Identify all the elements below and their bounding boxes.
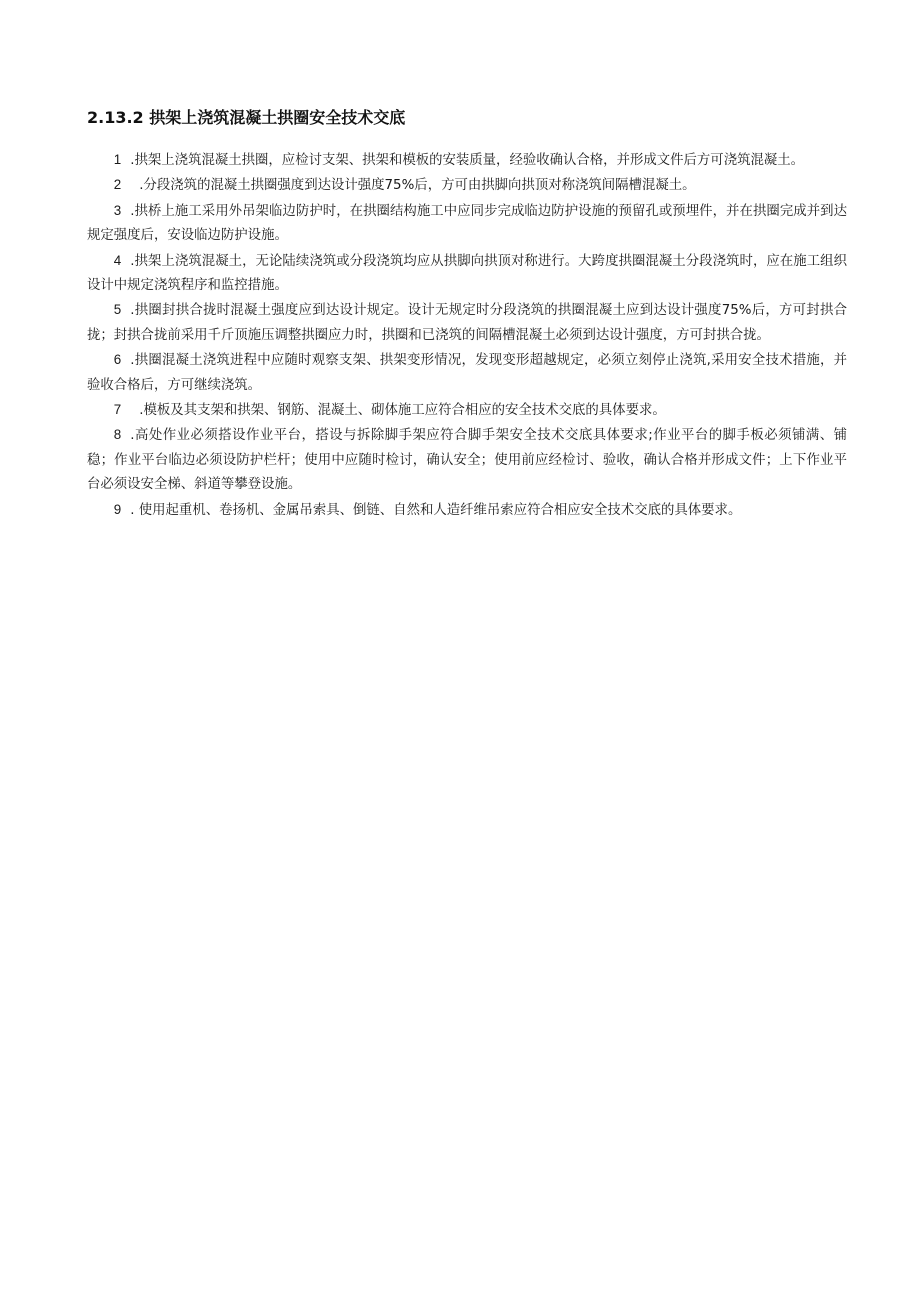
section-heading: 2.13.2 拱架上浇筑混凝土拱圈安全技术交底 xyxy=(87,108,406,127)
list-item-8 xyxy=(87,423,847,497)
item-number: 1 xyxy=(113,152,122,167)
list-item-9 xyxy=(87,498,847,523)
document-body xyxy=(87,148,847,523)
item-number: 7 xyxy=(113,402,122,418)
item-text: . 使用起重机、卷扬机、金属吊索具、倒链、自然和人造纤维吊索应符合相应安全技术交底的具体要求。 xyxy=(130,502,742,518)
item-number: 5 xyxy=(113,302,122,318)
item-number: 4 xyxy=(113,252,122,268)
item-number: 8 xyxy=(113,427,122,443)
list-item-4 xyxy=(87,249,847,299)
item-number: 6 xyxy=(113,352,122,368)
item-text: .拱架上浇筑混凝土，无论陆续浇筑或分段浇筑均应从拱脚向拱顶对称进行。大跨度拱圈混凝土分段浇筑时，应在施工组织设计中规定浇筑程序和监控措施。 xyxy=(87,253,847,294)
item-number: 3 xyxy=(113,202,122,218)
list-item-6 xyxy=(87,348,847,398)
item-number: 9 xyxy=(113,501,122,517)
item-number: 2 xyxy=(113,177,122,193)
list-item-2 xyxy=(87,173,847,198)
item-text: .模板及其支架和拱架、钢筋、混凝土、砌体施工应符合相应的安全技术交底的具体要求。 xyxy=(139,403,666,419)
list-item-5 xyxy=(87,298,847,348)
item-text: .拱圈混凝土浇筑进程中应随时观察支架、拱架变形情况，发现变形超越规定，必须立刻停止浇筑,采用安全技术措施，并验收合格后，方可继续浇筑。 xyxy=(87,353,847,393)
item-text: .拱圈封拱合拢时混凝土强度应到达设计规定。设计无规定时分段浇筑的拱圈混凝土应到达设计强度75%后，方可封拱合拢；封拱合拢前采用千斤顶施压调整拱圈应力时，拱圈和已浇筑的间隔槽混凝土必须到达设计强度，方可封拱合拢。 xyxy=(87,303,847,343)
list-item-3 xyxy=(87,199,847,249)
list-item-7 xyxy=(87,398,847,423)
list-item-1 xyxy=(87,148,847,173)
item-text: .拱桥上施工采用外吊架临边防护时，在拱圈结构施工中应同步完成临边防护设施的预留孔或预埋件，并在拱圈完成并到达规定强度后，安设临边防护设施。 xyxy=(87,203,847,244)
item-text: .拱架上浇筑混凝土拱圈，应检讨支架、拱架和模板的安装质量，经验收确认合格，并形成文件后方可浇筑混凝土。 xyxy=(130,153,805,168)
item-text: .高处作业必须搭设作业平台，搭设与拆除脚手架应符合脚手架安全技术交底具体要求;作业平台的脚手板必须铺满、铺稳；作业平台临边必须设防护栏杆；使用中应随时检讨，确认安全；使用前应经检讨、验收，确认合格并形成文件；上下作业平台必须设安全梯、斜道等攀登设施。 xyxy=(87,428,847,493)
item-text: .分段浇筑的混凝土拱圈强度到达设计强度75%后，方可由拱脚向拱顶对称浇筑间隔槽混凝土。 xyxy=(139,178,696,194)
